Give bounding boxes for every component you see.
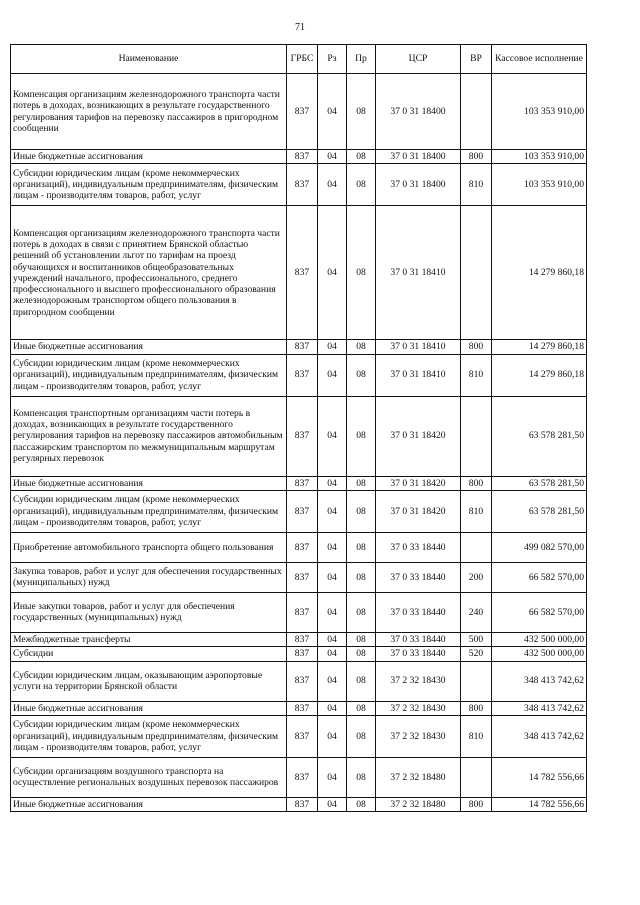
cell-vr: 810: [461, 715, 492, 757]
cell-vr: [461, 396, 492, 476]
table-row: [11, 562, 587, 592]
cell-vr: 800: [461, 150, 492, 164]
table-row: [11, 164, 587, 206]
cell-grbs: 837: [287, 592, 318, 632]
cell-amount: 63 578 281,50: [492, 396, 587, 476]
table-row: [11, 592, 587, 632]
table-row: [11, 150, 587, 164]
table-row: [11, 632, 587, 646]
cell-pr: 08: [347, 647, 376, 661]
cell-pr: 08: [347, 701, 376, 715]
cell-pr: 08: [347, 592, 376, 632]
table-row: [11, 396, 587, 476]
cell-name: Субсидии: [11, 647, 287, 661]
header-pr: Пр: [347, 45, 376, 74]
table-row: [11, 797, 587, 811]
cell-vr: 800: [461, 340, 492, 354]
cell-amount: 103 353 910,00: [492, 150, 587, 164]
cell-pr: 08: [347, 490, 376, 532]
cell-pr: 08: [347, 340, 376, 354]
cell-rz: 04: [318, 206, 347, 340]
cell-rz: 04: [318, 490, 347, 532]
cell-rz: 04: [318, 396, 347, 476]
header-amount: Кассовое исполнение: [492, 45, 587, 74]
cell-grbs: 837: [287, 562, 318, 592]
cell-name: Субсидии юридическим лицам (кроме некоммерческих организаций), индивидуальным предпринимателям, физическим лицам - производителям товаров, работ, услуг: [11, 354, 287, 396]
cell-amount: 14 782 556,66: [492, 797, 587, 811]
cell-amount: 63 578 281,50: [492, 490, 587, 532]
table-row: [11, 701, 587, 715]
cell-pr: 08: [347, 206, 376, 340]
table-row: [11, 340, 587, 354]
cell-name: Субсидии юридическим лицам (кроме некоммерческих организаций), индивидуальным предпринимателям, физическим лицам - производителям товаров, работ, услуг: [11, 490, 287, 532]
cell-vr: 800: [461, 476, 492, 490]
cell-csr: 37 0 33 18440: [376, 592, 461, 632]
cell-rz: 04: [318, 340, 347, 354]
cell-vr: 800: [461, 797, 492, 811]
cell-csr: 37 0 33 18440: [376, 632, 461, 646]
table-row: [11, 490, 587, 532]
page-number: 71: [295, 22, 305, 33]
table-row: [11, 206, 587, 340]
cell-name: Иные бюджетные ассигнования: [11, 150, 287, 164]
cell-amount: 103 353 910,00: [492, 164, 587, 206]
cell-grbs: 837: [287, 396, 318, 476]
cell-csr: 37 0 31 18420: [376, 490, 461, 532]
cell-vr: [461, 532, 492, 562]
cell-csr: 37 2 32 18430: [376, 701, 461, 715]
table-row: [11, 354, 587, 396]
table-row: [11, 74, 587, 150]
cell-rz: 04: [318, 757, 347, 797]
cell-name: Иные бюджетные ассигнования: [11, 797, 287, 811]
cell-grbs: 837: [287, 632, 318, 646]
cell-csr: 37 2 32 18480: [376, 757, 461, 797]
cell-amount: 66 582 570,00: [492, 592, 587, 632]
cell-amount: 348 413 742,62: [492, 661, 587, 701]
cell-grbs: 837: [287, 206, 318, 340]
budget-table: [10, 44, 587, 812]
cell-rz: 04: [318, 532, 347, 562]
cell-rz: 04: [318, 150, 347, 164]
header-grbs: ГРБС: [287, 45, 318, 74]
cell-grbs: 837: [287, 164, 318, 206]
cell-grbs: 837: [287, 715, 318, 757]
cell-rz: 04: [318, 354, 347, 396]
cell-name: Субсидии юридическим лицам (кроме некоммерческих организаций), индивидуальным предпринимателям, физическим лицам - производителям товаров, работ, услуг: [11, 715, 287, 757]
cell-pr: 08: [347, 757, 376, 797]
cell-rz: 04: [318, 797, 347, 811]
cell-vr: 200: [461, 562, 492, 592]
cell-amount: 63 578 281,50: [492, 476, 587, 490]
cell-csr: 37 2 32 18430: [376, 715, 461, 757]
cell-pr: 08: [347, 164, 376, 206]
cell-pr: 08: [347, 396, 376, 476]
cell-csr: 37 0 33 18440: [376, 647, 461, 661]
cell-amount: 432 500 000,00: [492, 647, 587, 661]
cell-pr: 08: [347, 150, 376, 164]
cell-vr: [461, 206, 492, 340]
cell-grbs: 837: [287, 340, 318, 354]
table-row: [11, 661, 587, 701]
cell-csr: 37 0 31 18400: [376, 164, 461, 206]
cell-pr: 08: [347, 632, 376, 646]
table-header-row: [11, 45, 587, 74]
table-row: [11, 757, 587, 797]
cell-vr: 810: [461, 490, 492, 532]
cell-grbs: 837: [287, 661, 318, 701]
cell-pr: 08: [347, 476, 376, 490]
cell-grbs: 837: [287, 647, 318, 661]
cell-amount: 14 279 860,18: [492, 340, 587, 354]
cell-name: Межбюджетные трансферты: [11, 632, 287, 646]
cell-csr: 37 2 32 18480: [376, 797, 461, 811]
cell-csr: 37 0 31 18410: [376, 354, 461, 396]
cell-rz: 04: [318, 164, 347, 206]
cell-vr: 240: [461, 592, 492, 632]
cell-amount: 432 500 000,00: [492, 632, 587, 646]
cell-csr: 37 0 31 18400: [376, 74, 461, 150]
cell-rz: 04: [318, 647, 347, 661]
cell-amount: 66 582 570,00: [492, 562, 587, 592]
table-row: [11, 532, 587, 562]
cell-amount: 499 082 570,00: [492, 532, 587, 562]
cell-name: Иные закупки товаров, работ и услуг для обеспечения государственных (муниципальных) нужд: [11, 592, 287, 632]
cell-rz: 04: [318, 74, 347, 150]
cell-rz: 04: [318, 701, 347, 715]
cell-vr: 800: [461, 701, 492, 715]
table-row: [11, 715, 587, 757]
table-row: [11, 476, 587, 490]
cell-rz: 04: [318, 592, 347, 632]
cell-amount: 14 279 860,18: [492, 354, 587, 396]
cell-pr: 08: [347, 661, 376, 701]
cell-rz: 04: [318, 632, 347, 646]
cell-pr: 08: [347, 354, 376, 396]
cell-pr: 08: [347, 715, 376, 757]
header-vr: ВР: [461, 45, 492, 74]
cell-name: Иные бюджетные ассигнования: [11, 476, 287, 490]
cell-name: Субсидии юридическим лицам (кроме некоммерческих организаций), индивидуальным предпринимателям, физическим лицам - производителям товаров, работ, услуг: [11, 164, 287, 206]
cell-csr: 37 0 31 18420: [376, 396, 461, 476]
cell-pr: 08: [347, 797, 376, 811]
cell-grbs: 837: [287, 532, 318, 562]
cell-rz: 04: [318, 476, 347, 490]
cell-grbs: 837: [287, 757, 318, 797]
cell-rz: 04: [318, 661, 347, 701]
cell-pr: 08: [347, 562, 376, 592]
cell-grbs: 837: [287, 476, 318, 490]
cell-name: Компенсация организациям железнодорожного транспорта части потерь в доходах, возникающих в результате государственного регулирования тарифов на перевозку пассажиров в пригородном сообщении: [11, 74, 287, 150]
cell-vr: [461, 757, 492, 797]
cell-amount: 103 353 910,00: [492, 74, 587, 150]
cell-name: Закупка товаров, работ и услуг для обеспечения государственных (муниципальных) нужд: [11, 562, 287, 592]
cell-vr: 810: [461, 354, 492, 396]
cell-csr: 37 0 31 18420: [376, 476, 461, 490]
table-row: [11, 647, 587, 661]
cell-amount: 348 413 742,62: [492, 715, 587, 757]
cell-vr: 810: [461, 164, 492, 206]
cell-vr: [461, 74, 492, 150]
cell-amount: 14 279 860,18: [492, 206, 587, 340]
cell-vr: 500: [461, 632, 492, 646]
cell-amount: 348 413 742,62: [492, 701, 587, 715]
cell-rz: 04: [318, 715, 347, 757]
cell-csr: 37 0 31 18410: [376, 340, 461, 354]
cell-name: Компенсация транспортным организациям части потерь в доходах, возникающих в результате государственного регулирования тарифов на перевозку пассажиров автомобильным пассажирским транспортом по межмуниципальным маршрутам регулярных перевозок: [11, 396, 287, 476]
cell-vr: [461, 661, 492, 701]
header-csr: ЦСР: [376, 45, 461, 74]
cell-csr: 37 2 32 18430: [376, 661, 461, 701]
cell-grbs: 837: [287, 701, 318, 715]
cell-grbs: 837: [287, 74, 318, 150]
cell-csr: 37 0 31 18400: [376, 150, 461, 164]
cell-name: Субсидии организациям воздушного транспорта на осуществление региональных воздушных перевозок пассажиров: [11, 757, 287, 797]
cell-rz: 04: [318, 562, 347, 592]
header-rz: Рз: [318, 45, 347, 74]
cell-grbs: 837: [287, 490, 318, 532]
header-name: Наименование: [11, 45, 287, 74]
cell-name: Иные бюджетные ассигнования: [11, 340, 287, 354]
cell-name: Иные бюджетные ассигнования: [11, 701, 287, 715]
cell-csr: 37 0 33 18440: [376, 532, 461, 562]
cell-grbs: 837: [287, 354, 318, 396]
table-body: [11, 74, 587, 812]
cell-pr: 08: [347, 532, 376, 562]
cell-grbs: 837: [287, 150, 318, 164]
cell-pr: 08: [347, 74, 376, 150]
cell-name: Компенсация организациям железнодорожного транспорта части потерь в доходах в связи с принятием Брянской областью решений об установлении льгот по тарифам на проезд обучающихся и воспитанников общеобразовательных учреждений начального, профессионального, среднего профессионального и высшего профессионального образования железнодорожным транспортом общего пользования в пригородном сообщении: [11, 206, 287, 340]
cell-name: Субсидии юридическим лицам, оказывающим аэропортовые услуги на территории Брянской области: [11, 661, 287, 701]
cell-name: Приобретение автомобильного транспорта общего пользования: [11, 532, 287, 562]
cell-vr: 520: [461, 647, 492, 661]
cell-csr: 37 0 31 18410: [376, 206, 461, 340]
cell-csr: 37 0 33 18440: [376, 562, 461, 592]
cell-grbs: 837: [287, 797, 318, 811]
cell-amount: 14 782 556,66: [492, 757, 587, 797]
